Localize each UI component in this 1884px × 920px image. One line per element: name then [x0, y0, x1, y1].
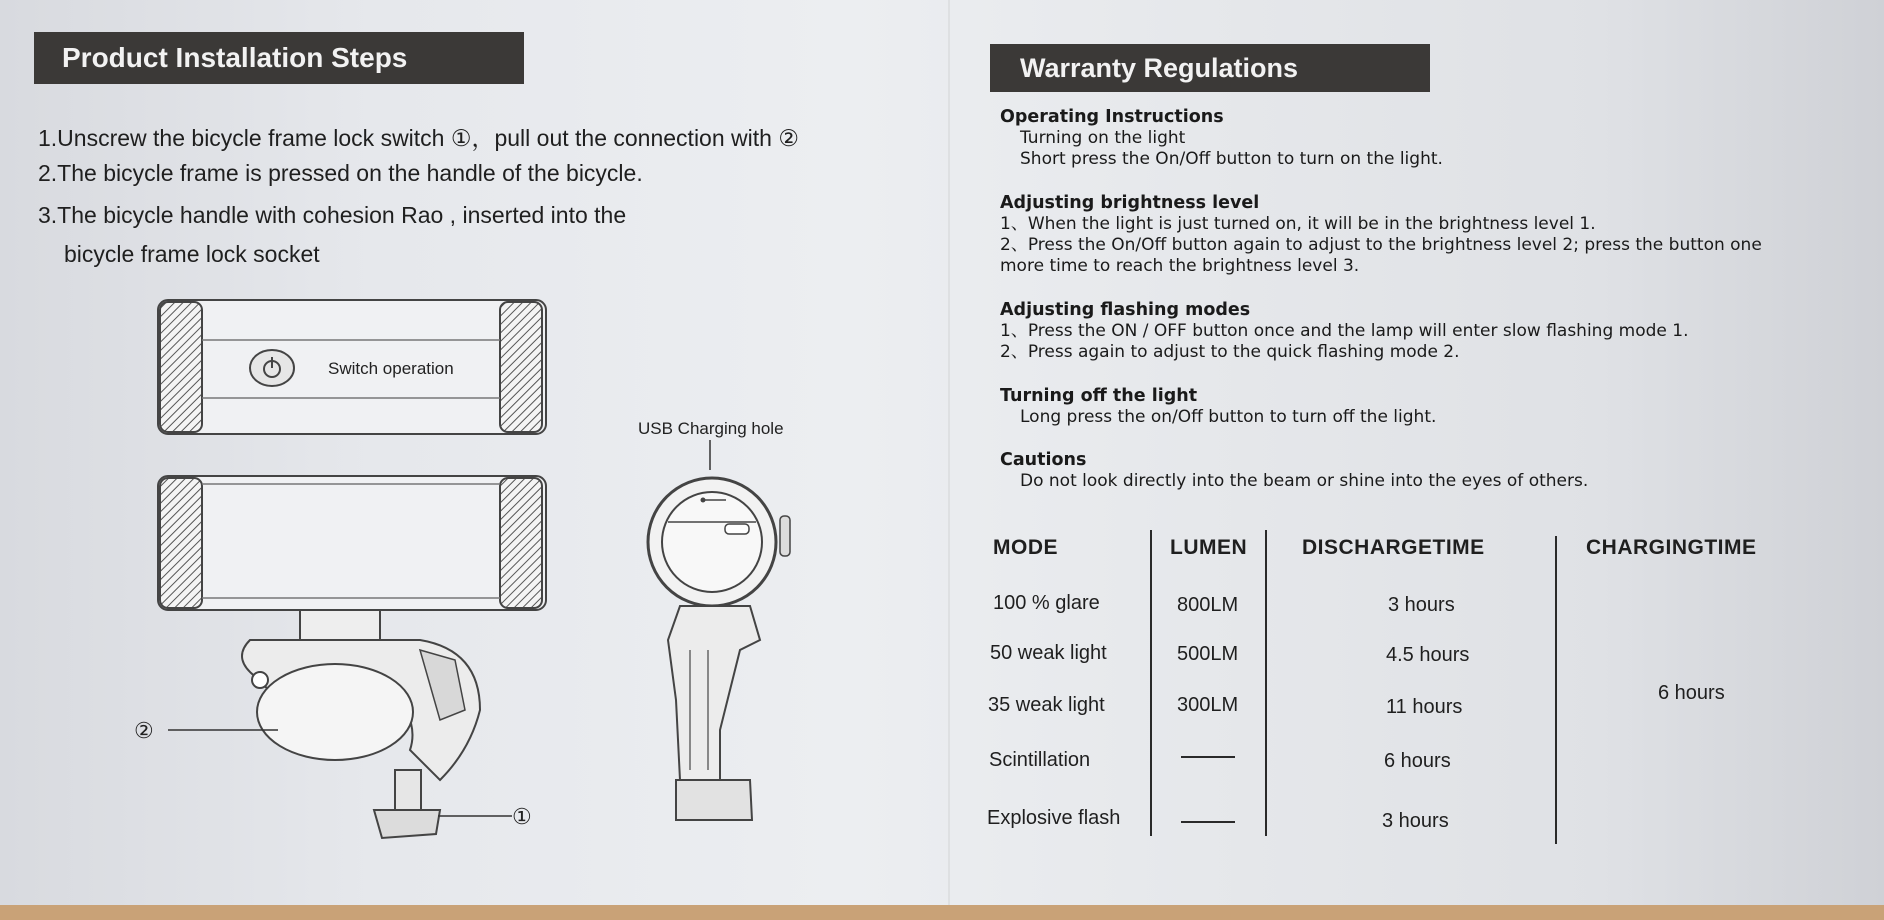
mount-side-view [668, 606, 760, 820]
section-heading: Turning off the light [1000, 386, 1198, 406]
section-operating [1000, 107, 1443, 170]
section-line: Turning on the light [1020, 128, 1186, 148]
install-step-1: 1.Unscrew the bicycle frame lock switch ①，pull out the connection with ② [38, 125, 799, 151]
section-line: Short press the On/Off button to turn on the light. [1020, 149, 1443, 169]
section-line: 2、Press the On/Off button again to adjust to the brightness level 2; press the button one [1000, 235, 1762, 255]
light-end-view [648, 478, 790, 606]
install-step-3: 3.The bicycle handle with cohesion Rao , inserted into the [38, 202, 627, 228]
callout-1: ① [512, 804, 532, 829]
table-cell-discharge: 6 hours [1384, 750, 1451, 772]
table-cell-discharge: 4.5 hours [1386, 644, 1470, 666]
light-side-view [158, 476, 546, 610]
section-line: 1、When the light is just turned on, it will be in the brightness level 1. [1000, 214, 1596, 234]
table-header-lumen: LUMEN [1170, 536, 1248, 559]
table-header-charging: CHARGINGTIME [1586, 536, 1757, 559]
section-line: Do not look directly into the beam or shine into the eyes of others. [1020, 471, 1589, 491]
table-header-mode: MODE [993, 536, 1058, 559]
table-cell-lumen-empty [1181, 756, 1235, 758]
section-line: 2、Press again to adjust to the quick flashing mode 2. [1000, 342, 1460, 362]
table-cell-lumen-empty [1181, 821, 1235, 823]
table-cell-discharge: 3 hours [1388, 594, 1455, 616]
install-step-3-cont: bicycle frame lock socket [64, 241, 320, 267]
light-top-view [158, 300, 546, 434]
handlebar-clamp [242, 610, 480, 838]
section-turning-off [1000, 386, 1436, 428]
switch-operation-label: Switch operation [328, 359, 454, 378]
table-cell-lumen: 500LM [1177, 643, 1239, 665]
section-flashing [1000, 300, 1688, 363]
section-heading: Adjusting flashing modes [1000, 300, 1251, 320]
table-cell-charging: 6 hours [1658, 682, 1725, 704]
table-cell-mode: 100 % glare [993, 592, 1100, 614]
section-cautions [1000, 450, 1588, 492]
section-heading: Operating Instructions [1000, 107, 1224, 127]
section-heading: Adjusting brightness level [1000, 193, 1260, 213]
fold-line [948, 0, 950, 905]
installation-title: Product Installation Steps [34, 32, 524, 84]
section-heading: Cautions [1000, 450, 1087, 470]
table-cell-mode: Scintillation [989, 749, 1091, 771]
section-line: 1、Press the ON / OFF button once and the lamp will enter slow flashing mode 1. [1000, 321, 1689, 341]
installation-diagram [120, 280, 840, 850]
section-line: more time to reach the brightness level 3. [1000, 256, 1360, 276]
table-cell-mode: 50 weak light [990, 642, 1107, 664]
power-button-icon [250, 350, 294, 386]
callout-2: ② [134, 718, 154, 743]
usb-charging-label: USB Charging hole [638, 419, 784, 438]
table-header-discharge: DISCHARGETIME [1302, 536, 1485, 559]
warranty-title: Warranty Regulations [990, 44, 1430, 92]
table-cell-discharge: 11 hours [1386, 696, 1463, 718]
table-cell-mode: 35 weak light [988, 694, 1105, 716]
table-cell-discharge: 3 hours [1382, 810, 1449, 832]
install-step-2: 2.The bicycle frame is pressed on the handle of the bicycle. [38, 160, 643, 186]
table-cell-lumen: 800LM [1177, 594, 1239, 616]
section-brightness [1000, 193, 1762, 277]
section-line: Long press the on/Off button to turn off the light. [1020, 407, 1437, 427]
table-cell-lumen: 300LM [1177, 694, 1239, 716]
table-cell-mode: Explosive flash [987, 807, 1121, 829]
